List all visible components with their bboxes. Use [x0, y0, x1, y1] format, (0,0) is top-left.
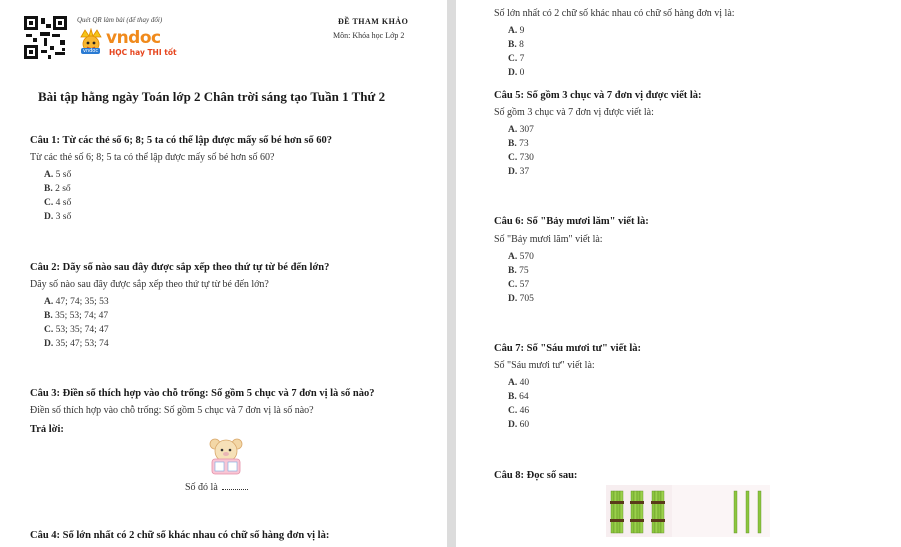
question-7-option-b[interactable]: B. 64: [508, 392, 529, 402]
question-6-option-a[interactable]: A. 570: [508, 252, 534, 262]
question-2-title: Câu 2: Dãy số nào sau đây được sắp xếp theo thứ tự từ bé đến lớn?: [30, 262, 330, 273]
question-7-option-d[interactable]: D. 60: [508, 420, 530, 430]
question-4-title: Câu 4: Số lớn nhất có 2 chữ số khác nhau có chữ số hàng đơn vị là:: [30, 530, 330, 541]
document-title: Bài tập hằng ngày Toán lớp 2 Chân trời sáng tạo Tuần 1 Thứ 2: [38, 89, 386, 104]
document-page-right: [456, 0, 901, 547]
question-1-option-b[interactable]: B. 2 số: [44, 184, 71, 194]
doc-type-label: ĐỀ THAM KHẢO: [338, 17, 409, 26]
logo-badge: vndoc: [83, 48, 99, 54]
answer-label: Trả lời:: [30, 424, 64, 435]
question-2-option-a[interactable]: A. 47; 74; 35; 53: [44, 297, 109, 307]
counting-sticks-image: [606, 485, 770, 537]
stick-bundle-icon: [651, 491, 665, 533]
question-4-option-b[interactable]: B. 8: [508, 40, 524, 50]
question-1-option-a[interactable]: A. 5 số: [44, 170, 72, 180]
question-6-title: Câu 6: Số "Bảy mươi lăm" viết là:: [494, 216, 649, 227]
question-5-option-c[interactable]: C. 730: [508, 153, 534, 163]
logo-slogan: HỌC hay THI tốt: [109, 48, 177, 57]
question-6-option-d[interactable]: D. 705: [508, 294, 534, 304]
single-stick-icon: [734, 491, 737, 533]
question-6-option-c[interactable]: C. 57: [508, 280, 530, 290]
question-5-option-b[interactable]: B. 73: [508, 139, 529, 149]
question-7-option-a[interactable]: A. 40: [508, 378, 530, 388]
answer-blank[interactable]: [222, 489, 248, 490]
stick-bundle-icon: [630, 491, 644, 533]
stick-bundle-icon: [610, 491, 624, 533]
question-2-option-d[interactable]: D. 35; 47; 53; 74: [44, 339, 109, 349]
question-4-option-d[interactable]: D. 0: [508, 68, 525, 78]
question-5-option-a[interactable]: A. 307: [508, 125, 534, 135]
logo-wordmark: vndoc: [106, 28, 161, 48]
qr-code[interactable]: [24, 16, 67, 59]
question-5-text: Số gồm 3 chục và 7 đơn vị được viết là:: [494, 107, 654, 118]
question-5-title: Câu 5: Số gồm 3 chục và 7 đơn vị được viết là:: [494, 90, 702, 101]
qr-caption: Quét QR làm bài (để thay đổi): [77, 16, 163, 24]
question-2-option-b[interactable]: B. 35; 53; 74; 47: [44, 311, 109, 321]
question-4-text: Số lớn nhất có 2 chữ số khác nhau có chữ số hàng đơn vị là:: [494, 8, 735, 19]
question-2-option-c[interactable]: C. 53; 35; 74; 47: [44, 325, 109, 335]
question-5-option-d[interactable]: D. 37: [508, 167, 530, 177]
single-stick-icon: [746, 491, 749, 533]
question-7-title: Câu 7: Số "Sáu mươi tư" viết là:: [494, 343, 642, 354]
question-1-option-c[interactable]: C. 4 số: [44, 198, 72, 208]
question-4-option-a[interactable]: A. 9: [508, 26, 525, 36]
question-3-text: Điền số thích hợp vào chỗ trống: Số gồm 5 chục và 7 đơn vị là số nào?: [30, 405, 314, 416]
question-4-option-c[interactable]: C. 7: [508, 54, 525, 64]
question-1-text: Từ các thẻ số 6; 8; 5 ta có thể lập được mấy số bé hơn số 60?: [30, 152, 275, 163]
document-page-left: [0, 0, 447, 547]
question-6-option-b[interactable]: B. 75: [508, 266, 529, 276]
question-8-title: Câu 8: Đọc số sau:: [494, 470, 578, 481]
bear-mascot-icon: [205, 436, 247, 476]
single-stick-icon: [758, 491, 761, 533]
question-7-option-c[interactable]: C. 46: [508, 406, 530, 416]
question-7-text: Số "Sáu mươi tư" viết là:: [494, 360, 595, 371]
answer-fill-line[interactable]: Số đó là: [185, 482, 248, 493]
question-3-title: Câu 3: Điền số thích hợp vào chỗ trống: Số gồm 5 chục và 7 đơn vị là số nào?: [30, 388, 375, 399]
question-1-option-d[interactable]: D. 3 số: [44, 212, 72, 222]
subject-label: Môn: Khóa học Lớp 2: [333, 31, 405, 40]
question-1-title: Câu 1: Từ các thẻ số 6; 8; 5 ta có thể lập được mấy số bé hơn số 60?: [30, 135, 332, 146]
question-6-text: Số "Bảy mươi lăm" viết là:: [494, 234, 603, 245]
question-2-text: Dãy số nào sau đây được sắp xếp theo thứ tự từ bé đến lớn?: [30, 279, 269, 290]
